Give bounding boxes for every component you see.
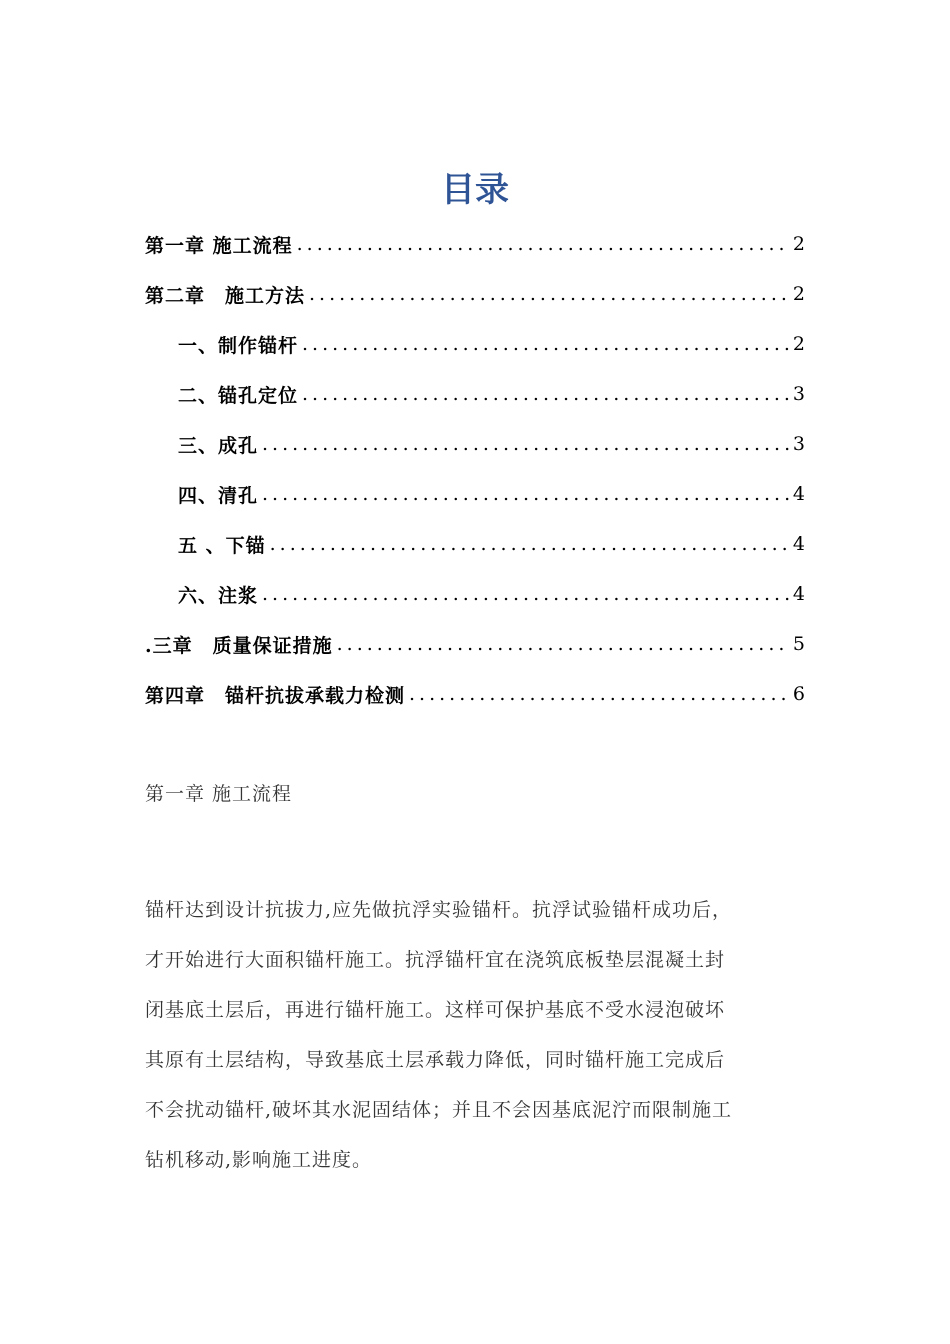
toc-entry-section-4[interactable] (145, 469, 805, 519)
toc-page-number: 4 (792, 483, 805, 505)
toc-page-number: 4 (792, 583, 805, 605)
toc-dot-leader (302, 333, 789, 355)
toc-entry-label: 五 、下锚 (178, 534, 266, 557)
toc-page-number: 3 (792, 433, 805, 455)
table-of-contents (145, 219, 805, 719)
toc-entry-section-2[interactable] (145, 369, 805, 419)
toc-entry-chapter-1[interactable] (145, 219, 805, 269)
toc-dot-leader (337, 633, 789, 655)
paragraph-line: 钻机移动,影响施工进度。 (145, 1149, 373, 1171)
toc-entry-label: .三章 质量保证措施 (145, 634, 333, 657)
toc-entry-label: 一、制作锚杆 (178, 334, 299, 357)
toc-entry-label: 六、注浆 (178, 584, 259, 607)
toc-dot-leader (297, 233, 789, 255)
paragraph-line: 闭基底土层后，再进行锚杆施工。这样可保护基底不受水浸泡破坏 (145, 999, 726, 1021)
paragraph-line: 其原有土层结构，导致基底土层承载力降低，同时锚杆施工完成后 (145, 1049, 726, 1071)
toc-dot-leader (309, 283, 789, 305)
toc-dot-leader (409, 683, 789, 705)
toc-page-number: 2 (792, 233, 805, 255)
toc-entry-section-1[interactable] (145, 319, 805, 369)
body-paragraph (145, 885, 805, 1185)
toc-entry-chapter-2[interactable] (145, 269, 805, 319)
toc-page-number: 4 (792, 533, 805, 555)
toc-dot-leader (302, 383, 789, 405)
toc-entry-label: 二、锚孔定位 (178, 384, 299, 407)
toc-page-number: 5 (792, 633, 805, 655)
toc-entry-section-3[interactable] (145, 419, 805, 469)
toc-title: 目录 (441, 170, 509, 210)
toc-entry-chapter-3[interactable] (145, 619, 805, 669)
toc-dot-leader (262, 483, 789, 505)
toc-page-number: 6 (792, 683, 805, 705)
toc-entry-label: 第二章 施工方法 (145, 284, 306, 307)
toc-entry-section-6[interactable] (145, 569, 805, 619)
paragraph-line: 不会扰动锚杆,破坏其水泥固结体；并且不会因基底泥泞而限制施工 (145, 1099, 733, 1121)
toc-dot-leader (270, 533, 789, 555)
toc-entry-label: 第一章 施工流程 (145, 234, 293, 257)
toc-entry-chapter-4[interactable] (145, 669, 805, 719)
toc-page-number: 2 (792, 283, 805, 305)
toc-entry-label: 四、清孔 (178, 484, 259, 507)
toc-page-number: 3 (792, 383, 805, 405)
toc-entry-label: 第四章 锚杆抗拔承载力检测 (145, 684, 406, 707)
toc-entry-label: 三、成孔 (178, 434, 259, 457)
section-heading: 第一章 施工流程 (145, 783, 293, 805)
paragraph-line: 才开始进行大面积锚杆施工。抗浮锚杆宜在浇筑底板垫层混凝土封 (145, 949, 726, 971)
toc-dot-leader (262, 433, 789, 455)
toc-entry-section-5[interactable] (145, 519, 805, 569)
toc-page-number: 2 (792, 333, 805, 355)
paragraph-line: 锚杆达到设计抗拔力,应先做抗浮实验锚杆。抗浮试验锚杆成功后， (145, 899, 733, 921)
toc-dot-leader (262, 583, 789, 605)
